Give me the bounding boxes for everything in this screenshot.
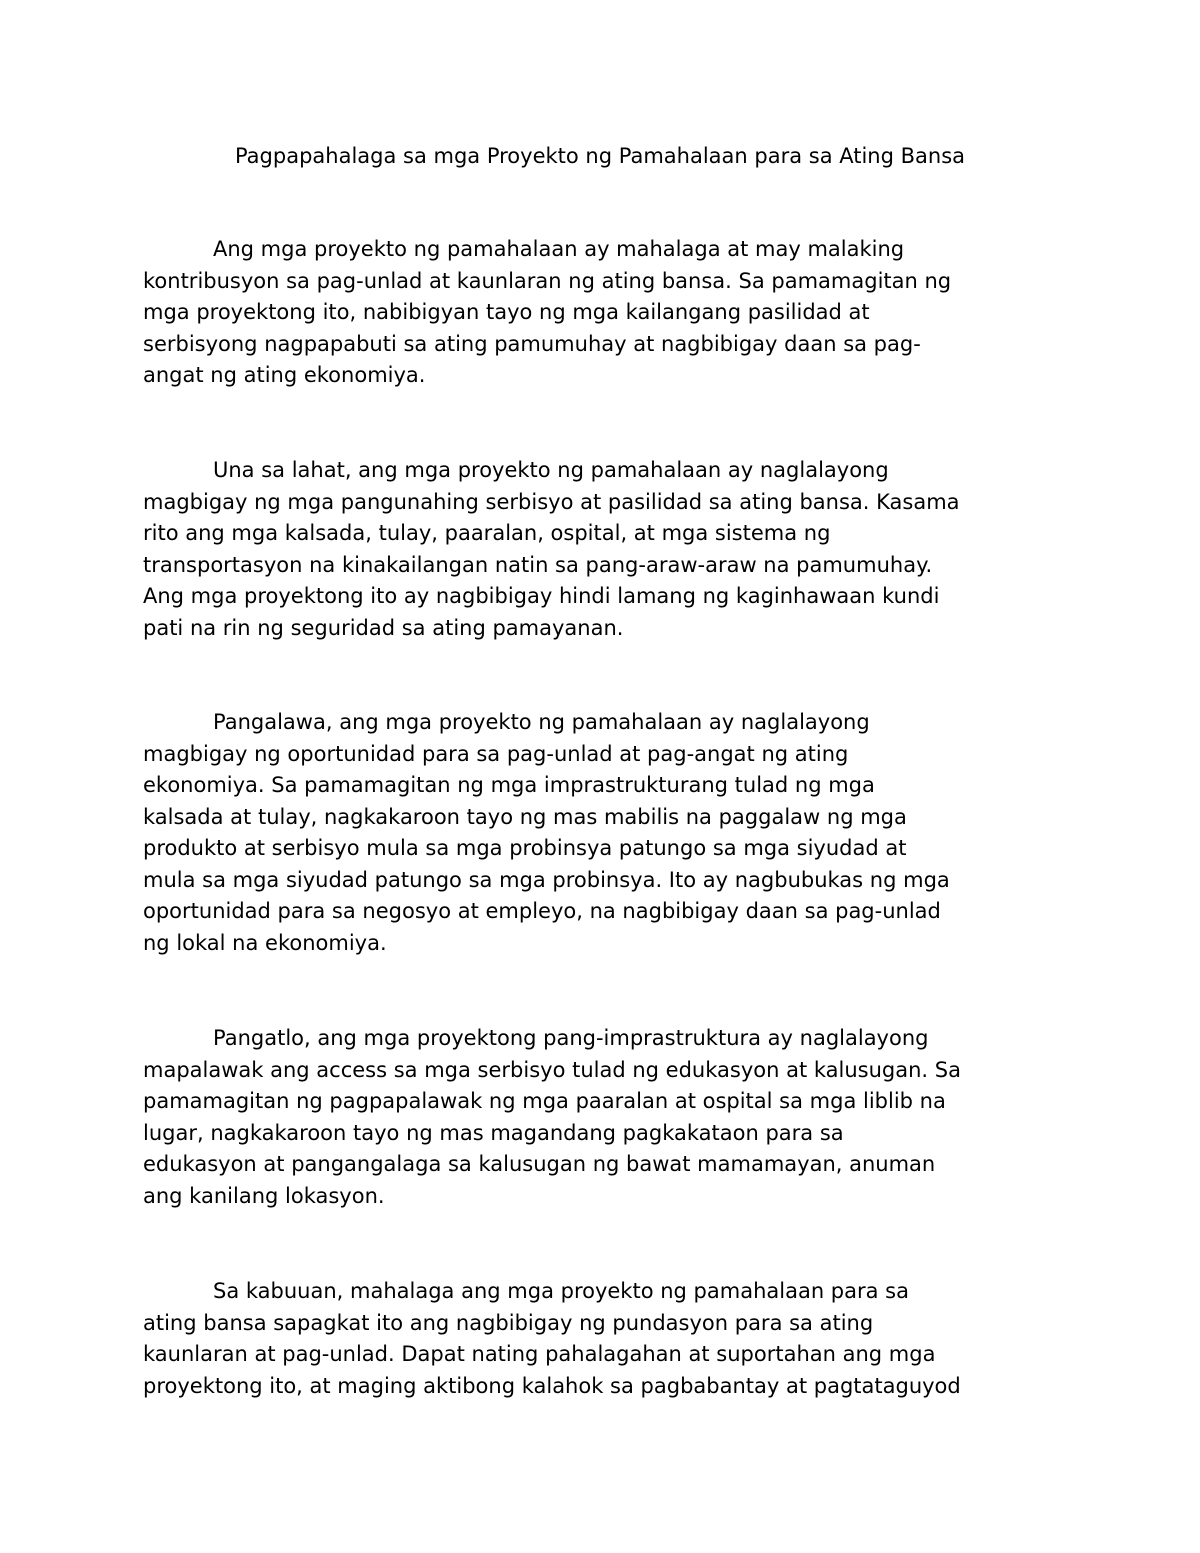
- paragraph-third-point: [143, 1023, 1063, 1212]
- paragraph-line: kontribusyon sa pag-unlad at kaunlaran ng ating bansa. Sa pamamagitan ng: [143, 268, 952, 293]
- paragraph-line: magbigay ng mga pangunahing serbisyo at pasilidad sa ating bansa. Kasama: [143, 489, 960, 514]
- paragraph-line: produkto at serbisyo mula sa mga probinsya patungo sa mga siyudad at: [143, 836, 907, 860]
- paragraph-line: magbigay ng oportunidad para sa pag-unlad at pag-angat ng ating: [143, 741, 849, 766]
- paragraph-line: Una sa lahat, ang mga proyekto ng pamahalaan ay naglalayong: [213, 458, 889, 482]
- paragraph-conclusion: [143, 1276, 1063, 1402]
- paragraph-line: mula sa mga siyudad patungo sa mga probinsya. Ito ay nagbubukas ng mga: [143, 867, 950, 892]
- paragraph-line: ating bansa sapagkat ito ang nagbibigay ng pundasyon para sa ating: [143, 1310, 874, 1335]
- paragraph-line: Pangatlo, ang mga proyektong pang-imprastruktura ay naglalayong: [213, 1026, 929, 1050]
- paragraph-line: ang kanilang lokasyon.: [143, 1183, 385, 1208]
- paragraph-line: kalsada at tulay, nagkakaroon tayo ng mas mabilis na paggalaw ng mga: [143, 804, 907, 829]
- paragraph-line: pamamagitan ng pagpapalawak ng mga paaralan at ospital sa mga liblib na: [143, 1089, 946, 1113]
- page-title: Pagpapahalaga sa mga Proyekto ng Pamahalaan para sa Ating Bansa: [234, 144, 966, 168]
- paragraph-line: oportunidad para sa negosyo at empleyo, na nagbibigay daan sa pag-unlad: [143, 899, 941, 923]
- paragraph-line: Ang mga proyektong ito ay nagbibigay hindi lamang ng kaginhawaan kundi: [143, 584, 940, 608]
- paragraph-line: proyektong ito, at maging aktibong kalahok sa pagbabantay at pagtataguyod: [143, 1373, 961, 1398]
- paragraph-line: edukasyon at pangangalaga sa kalusugan ng bawat mamamayan, anuman: [143, 1152, 936, 1176]
- paragraph-introduction: [143, 234, 1063, 392]
- paragraph-line: rito ang mga kalsada, tulay, paaralan, ospital, at mga sistema ng: [143, 521, 831, 545]
- paragraph-line: mga proyektong ito, nabibigyan tayo ng mga kailangang pasilidad at: [143, 300, 870, 324]
- paragraph-line: mapalawak ang access sa mga serbisyo tulad ng edukasyon at kalusugan. Sa: [143, 1057, 961, 1082]
- paragraph-line: transportasyon na kinakailangan natin sa pang-araw-araw na pamumuhay.: [143, 552, 933, 577]
- paragraph-line: Pangalawa, ang mga proyekto ng pamahalaan ay naglalayong: [213, 710, 870, 734]
- paragraph-line: Sa kabuuan, mahalaga ang mga proyekto ng pamahalaan para sa: [213, 1279, 909, 1303]
- paragraph-line: lugar, nagkakaroon tayo ng mas magandang pagkakataon para sa: [143, 1120, 844, 1145]
- paragraph-line: pati na rin ng seguridad sa ating pamayanan.: [143, 615, 624, 640]
- paragraph-line: angat ng ating ekonomiya.: [143, 363, 426, 387]
- paragraph-first-point: [143, 455, 1063, 644]
- paragraph-line: kaunlaran at pag-unlad. Dapat nating pahalagahan at suportahan ang mga: [143, 1342, 936, 1366]
- paragraph-line: ekonomiya. Sa pamamagitan ng mga imprastrukturang tulad ng mga: [143, 773, 875, 797]
- paragraph-line: ng lokal na ekonomiya.: [143, 930, 387, 955]
- paragraph-line: serbisyong nagpapabuti sa ating pamumuhay at nagbibigay daan sa pag-: [143, 331, 921, 356]
- paragraph-line: Ang mga proyekto ng pamahalaan ay mahalaga at may malaking: [213, 237, 905, 261]
- paragraph-second-point: [143, 707, 1063, 959]
